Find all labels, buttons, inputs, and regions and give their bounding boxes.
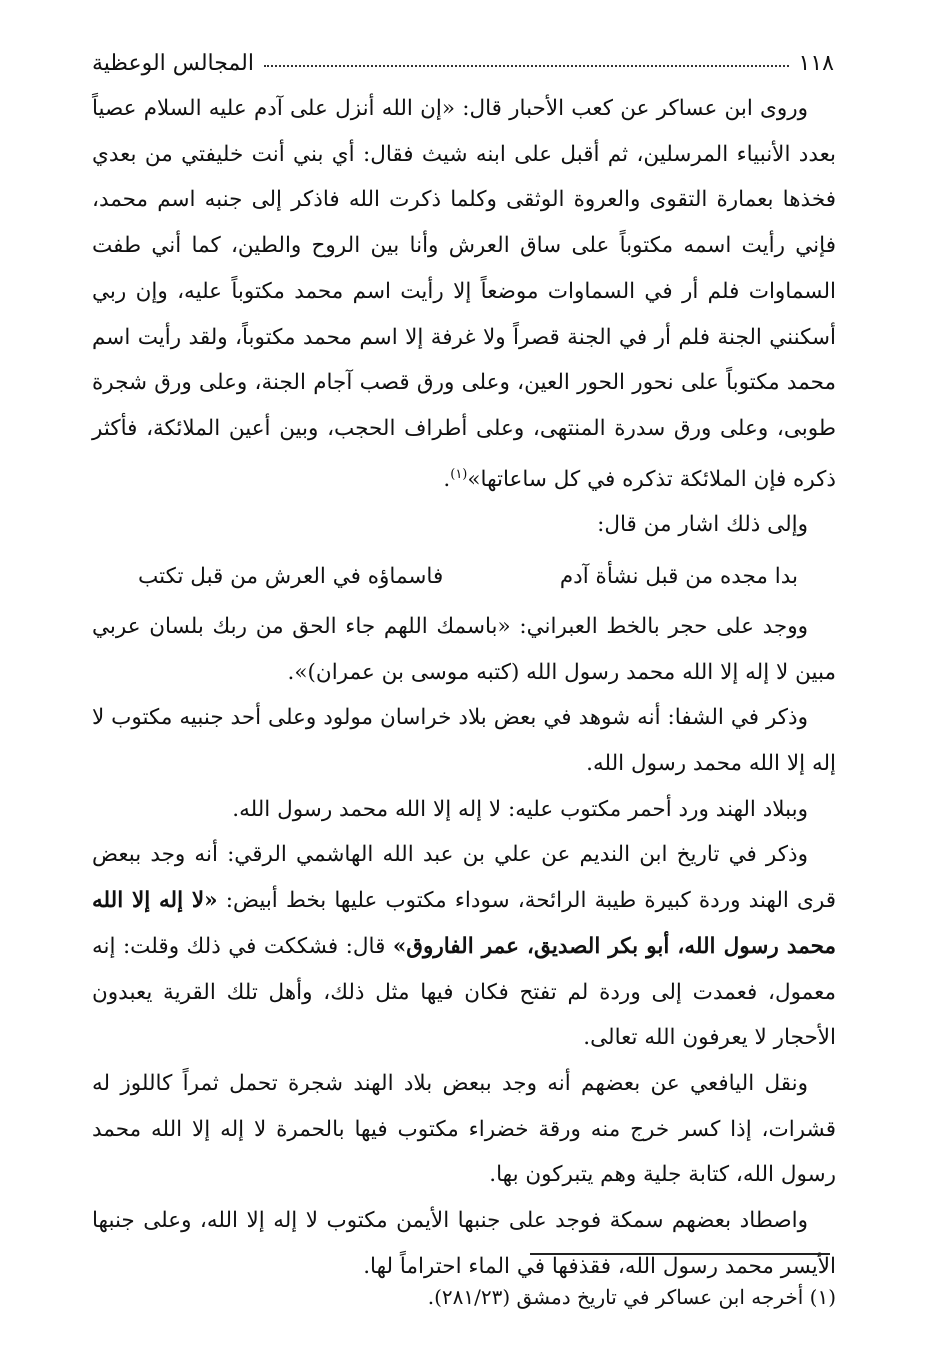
paragraph-3: ووجد على حجر بالخط العبراني: «باسمك اللهم جاء الحق من ربك بلسان عربي مبين لا إله إلا الله محمد رسول الله (كتبه موسى بن عمران)». <box>92 613 836 685</box>
footnote: (١) أخرجه ابن عساكر في تاريخ دمشق (٢٨١/٢٣). <box>427 1285 836 1309</box>
header-dotted-leader <box>264 65 789 67</box>
poem-second-hemistich: فاسماؤه في العرش من قبل تكتب <box>138 564 444 590</box>
paragraph-7: ونقل اليافعي عن بعضهم أنه وجد ببعض بلاد الهند شجرة تحمل ثمراً كاللوز له قشرات، إذا كسر خرج منه ورقة خضراء مكتوب فيها بالحمرة لا إله إلا الله محمد رسول الله، كتابة جلية وهم يتبركون بها. <box>92 1070 836 1188</box>
page-header <box>92 46 834 80</box>
poem-first-hemistich: بدا مجده من قبل نشأة آدم <box>559 564 798 590</box>
running-title: المجالس الوعظية <box>92 50 254 76</box>
paragraph-2: وإلى ذلك اشار من قال: <box>597 512 808 538</box>
page-number: ١١٨ <box>798 50 834 76</box>
paragraph-1-text: وروى ابن عساكر عن كعب الأحبار قال: «إن الله أنزل على آدم عليه السلام عصياً بعدد الأنبياء المرسلين، ثم أقبل على ابنه شيث فقال: أي بني أنت خليفتي من بعدي فخذها بعمارة التقوى والعروة الوثقى وكلما ذكرت الله فاذكر إلى جنبه اسم محمد، فإني رأيت اسمه مكتوباً على ساق العرش وأنا بين الروح والطين، كما أني طفت السماوات فلم أر في السماوات موضعاً إلا رأيت اسم محمد مكتوباً عليه، وإن ربي أسكنني الجنة فلم أر في الجنة قصراً ولا غرفة إلا اسم محمد مكتوباً، ولقد رأيت اسم محمد مكتوباً على نحور الحور العين، وعلى ورق قصب آجام الجنة، وعلى ورق شجرة طوبى، وعلى ورق سدرة المنتهى، وعلى أطراف الحجب، وبين أعين الملائكة، فأكثر ذكره فإن الملائكة تذكره في كل ساعاتها» <box>92 96 836 492</box>
poem-verse <box>138 554 836 600</box>
paragraph-1: وروى ابن عساكر عن كعب الأحبار قال: «إن الله أنزل على آدم عليه السلام عصياً بعدد الأنبياء المرسلين، ثم أقبل على ابنه شيث فقال: أي بني أنت خليفتي من بعدي فخذها بعمارة التقوى والعروة الوثقى وكلما ذكرت الله فاذكر إلى جنبه اسم محمد، فإني رأيت اسمه مكتوباً على ساق العرش وأنا بين الروح والطين، كما أني طفت السماوات فلم أر في السماوات موضعاً إلا رأيت اسم محمد مكتوباً عليه، وإن ربي أسكنني الجنة فلم أر في الجنة قصراً ولا غرفة إلا اسم محمد مكتوباً، ولقد رأيت اسم محمد مكتوباً على نحور الحور العين، وعلى ورق قصب آجام الجنة، وعلى ورق شجرة طوبى، وعلى ورق سدرة المنتهى، وعلى أطراف الحجب، وبين أعين الملائكة، فأكثر ذكره فإن الملائكة تذكره في كل ساعاتها»$^{(١)}$. <box>92 96 836 492</box>
footnote-separator <box>530 1253 830 1255</box>
main-text <box>92 86 836 1289</box>
paragraph-6 <box>92 832 836 1061</box>
paragraph-8: واصطاد بعضهم سمكة فوجد على جنبها الأيمن مكتوب لا إله إلا الله، وعلى جنبها الأيسر محمد رسول الله، فقذفها في الماء احتراماً لها. <box>92 1208 836 1279</box>
paragraph-6-part-a: وذكر في تاريخ ابن النديم عن علي بن عبد الله الهاشمي الرقي: أنه وجد ببعض قرى الهند وردة كبيرة طيبة الرائحة، سوداء مكتوب عليها بخط أبيض: <box>92 842 836 914</box>
paragraph-4: وذكر في الشفا: أنه شوهد في بعض بلاد خراسان مولود وعلى أحد جنبيه مكتوب لا إله إلا الله محمد رسول الله. <box>92 705 836 776</box>
paragraph-6-part-b: قال: فشككت في ذلك وقلت: إنه معمول، فعمدت إلى وردة لم تفتح فكان فيها مثل ذلك، وأهل تلك القرية يعبدون الأحجار لا يعرفون الله تعالى. <box>92 933 836 1051</box>
paragraph-5: وببلاد الهند ورد أحمر مكتوب عليه: لا إله إلا الله محمد رسول الله. <box>232 796 808 822</box>
footnote-marker: (١) <box>450 466 468 482</box>
paragraph-6-bold-quote: «لا إله إلا الله محمد رسول الله، أبو بكر الصديق، عمر الفاروق» <box>92 888 836 959</box>
